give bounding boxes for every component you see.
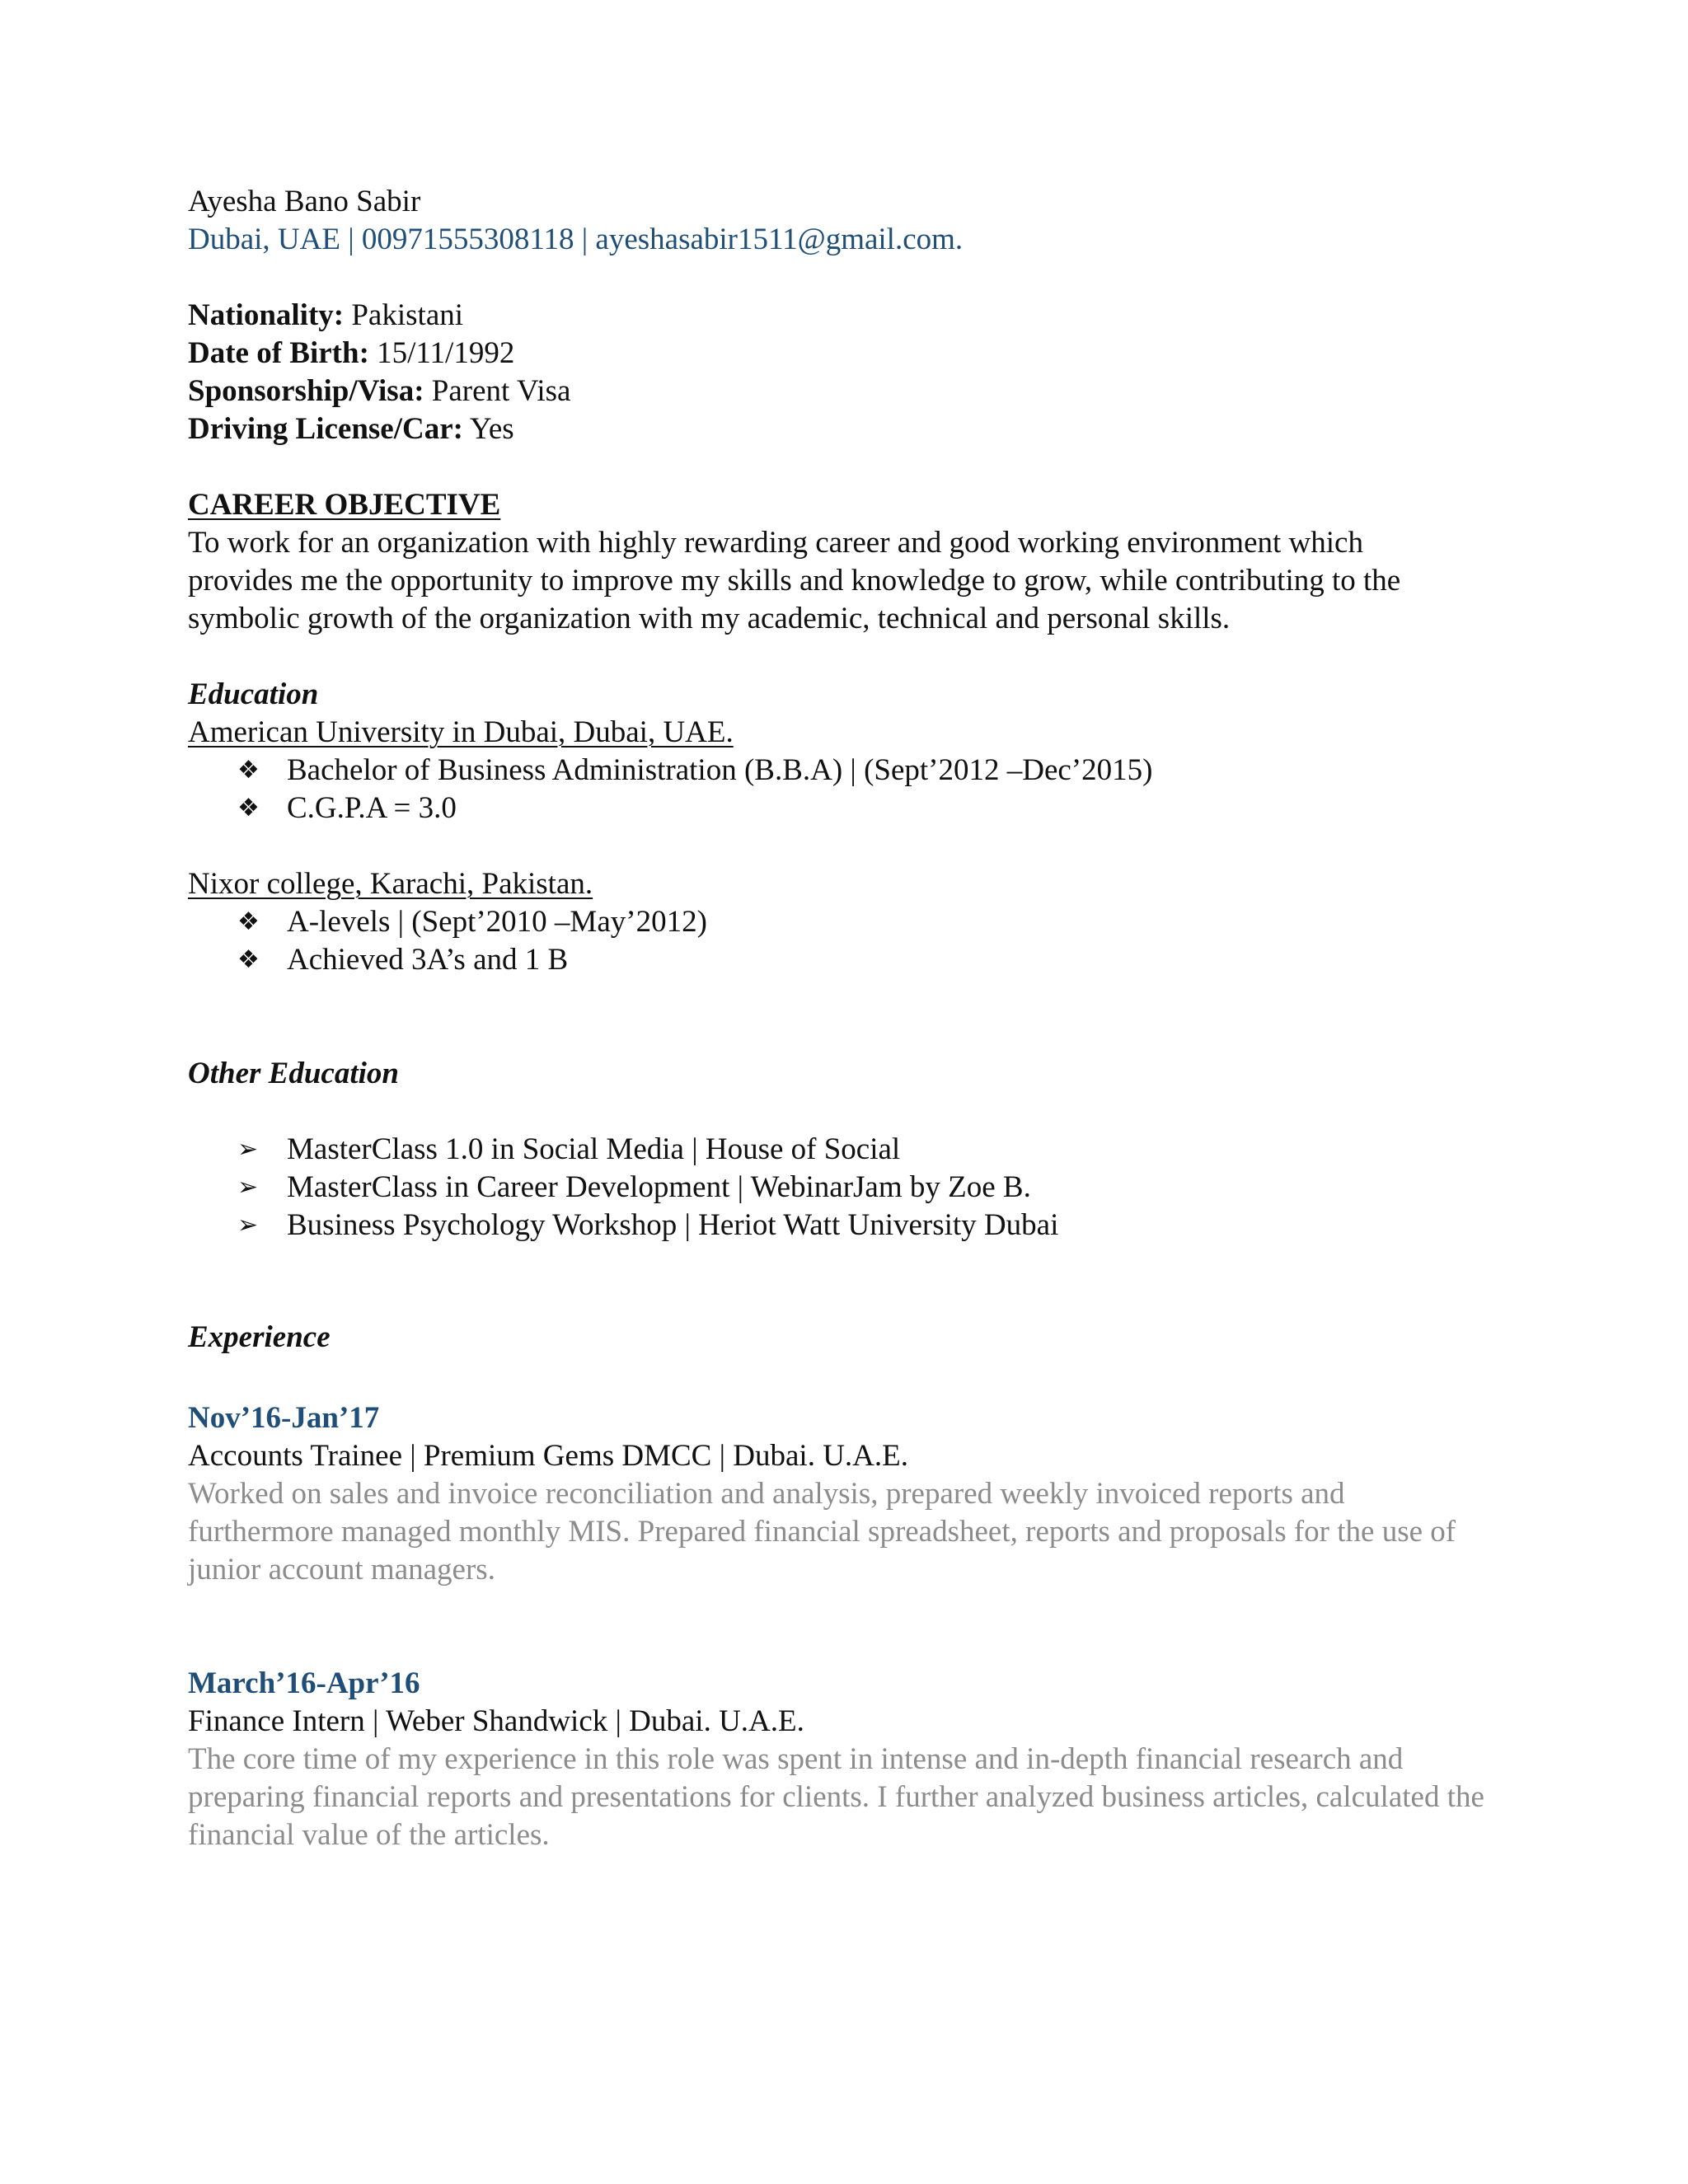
other-education-heading: Other Education	[188, 1057, 399, 1090]
school-name: American University in Dubai, Dubai, UAE.	[188, 715, 734, 749]
job-dates: Nov’16-Jan’17	[188, 1401, 380, 1435]
school-name: Nixor college, Karachi, Pakistan.	[188, 867, 593, 901]
diamond-bullet-icon: ❖	[237, 794, 260, 823]
list-item-text: Achieved 3A’s and 1 B	[287, 943, 569, 977]
list-item	[188, 1131, 1058, 1169]
school-details-list	[188, 752, 1152, 827]
list-item	[188, 790, 1152, 827]
diamond-bullet-icon: ❖	[237, 945, 260, 974]
list-item-text: MasterClass 1.0 in Social Media | House of Social	[287, 1132, 901, 1166]
license-label: Driving License/Car:	[188, 412, 463, 446]
career-objective-heading: CAREER OBJECTIVE	[188, 488, 501, 522]
career-objective-text: To work for an organization with highly rewarding career and good working environment which provides me the opportunity to improve my skills and knowledge to grow, while contributing to the symbolic growth of the organization with my academic, technical and personal skills.	[188, 526, 1401, 635]
personal-details	[188, 297, 570, 448]
experience-heading: Experience	[188, 1320, 331, 1354]
candidate-name: Ayesha Bano Sabir	[188, 185, 421, 218]
license-value: Yes	[462, 412, 514, 446]
education-school-2	[188, 865, 707, 979]
list-item	[188, 903, 707, 941]
other-education-list	[188, 1131, 1058, 1244]
arrow-bullet-icon: ➢	[237, 1211, 259, 1240]
dob-label: Date of Birth:	[188, 336, 369, 370]
contact-line: Dubai, UAE | 00971555308118 | ayeshasabir1511@gmail.com.	[188, 223, 964, 256]
list-item-text: Bachelor of Business Administration (B.B.A) | (Sept’2012 –Dec’2015)	[287, 753, 1153, 787]
list-item-text: Business Psychology Workshop | Heriot Watt University Dubai	[287, 1208, 1059, 1242]
list-item	[188, 1169, 1058, 1207]
job-title: Accounts Trainee | Premium Gems DMCC | Dubai. U.A.E.	[188, 1439, 908, 1473]
diamond-bullet-icon: ❖	[237, 756, 260, 785]
arrow-bullet-icon: ➢	[237, 1173, 259, 1202]
nationality-row	[188, 297, 570, 335]
job-description: Worked on sales and invoice reconciliation and analysis, prepared weekly invoiced reports and furthermore managed monthly MIS. Prepared financial spreadsheet, reports and proposals for the use of junior account managers.	[188, 1477, 1456, 1586]
nationality-value: Pakistani	[344, 298, 464, 332]
education-heading: Education	[188, 677, 319, 711]
dob-row	[188, 335, 570, 373]
visa-row	[188, 373, 570, 410]
dob-value: 15/11/1992	[368, 336, 515, 370]
visa-label: Sponsorship/Visa:	[188, 374, 424, 408]
job-title: Finance Intern | Weber Shandwick | Dubai. U.A.E.	[188, 1704, 804, 1738]
nationality-label: Nationality:	[188, 298, 345, 332]
job-description: The core time of my experience in this role was spent in intense and in-depth financial research and preparing financial reports and presentations for clients. I further analyzed business articles, calculated the financial value of the articles.	[188, 1742, 1484, 1852]
list-item-text: MasterClass in Career Development | WebinarJam by Zoe B.	[287, 1170, 1031, 1204]
arrow-bullet-icon: ➢	[237, 1135, 259, 1164]
job-entry	[188, 1665, 1490, 1854]
education-section	[188, 676, 1152, 827]
license-row	[188, 410, 570, 448]
job-entry	[188, 1399, 1490, 1589]
job-dates: March’16-Apr’16	[188, 1666, 420, 1700]
visa-value: Parent Visa	[424, 374, 571, 408]
list-item	[188, 1207, 1058, 1244]
list-item	[188, 752, 1152, 790]
diamond-bullet-icon: ❖	[237, 907, 260, 936]
career-objective-section	[188, 486, 1474, 638]
list-item-text: A-levels | (Sept’2010 –May’2012)	[287, 905, 707, 939]
list-item-text: C.G.P.A = 3.0	[287, 791, 457, 825]
list-item	[188, 941, 707, 979]
school-details-list	[188, 903, 707, 979]
